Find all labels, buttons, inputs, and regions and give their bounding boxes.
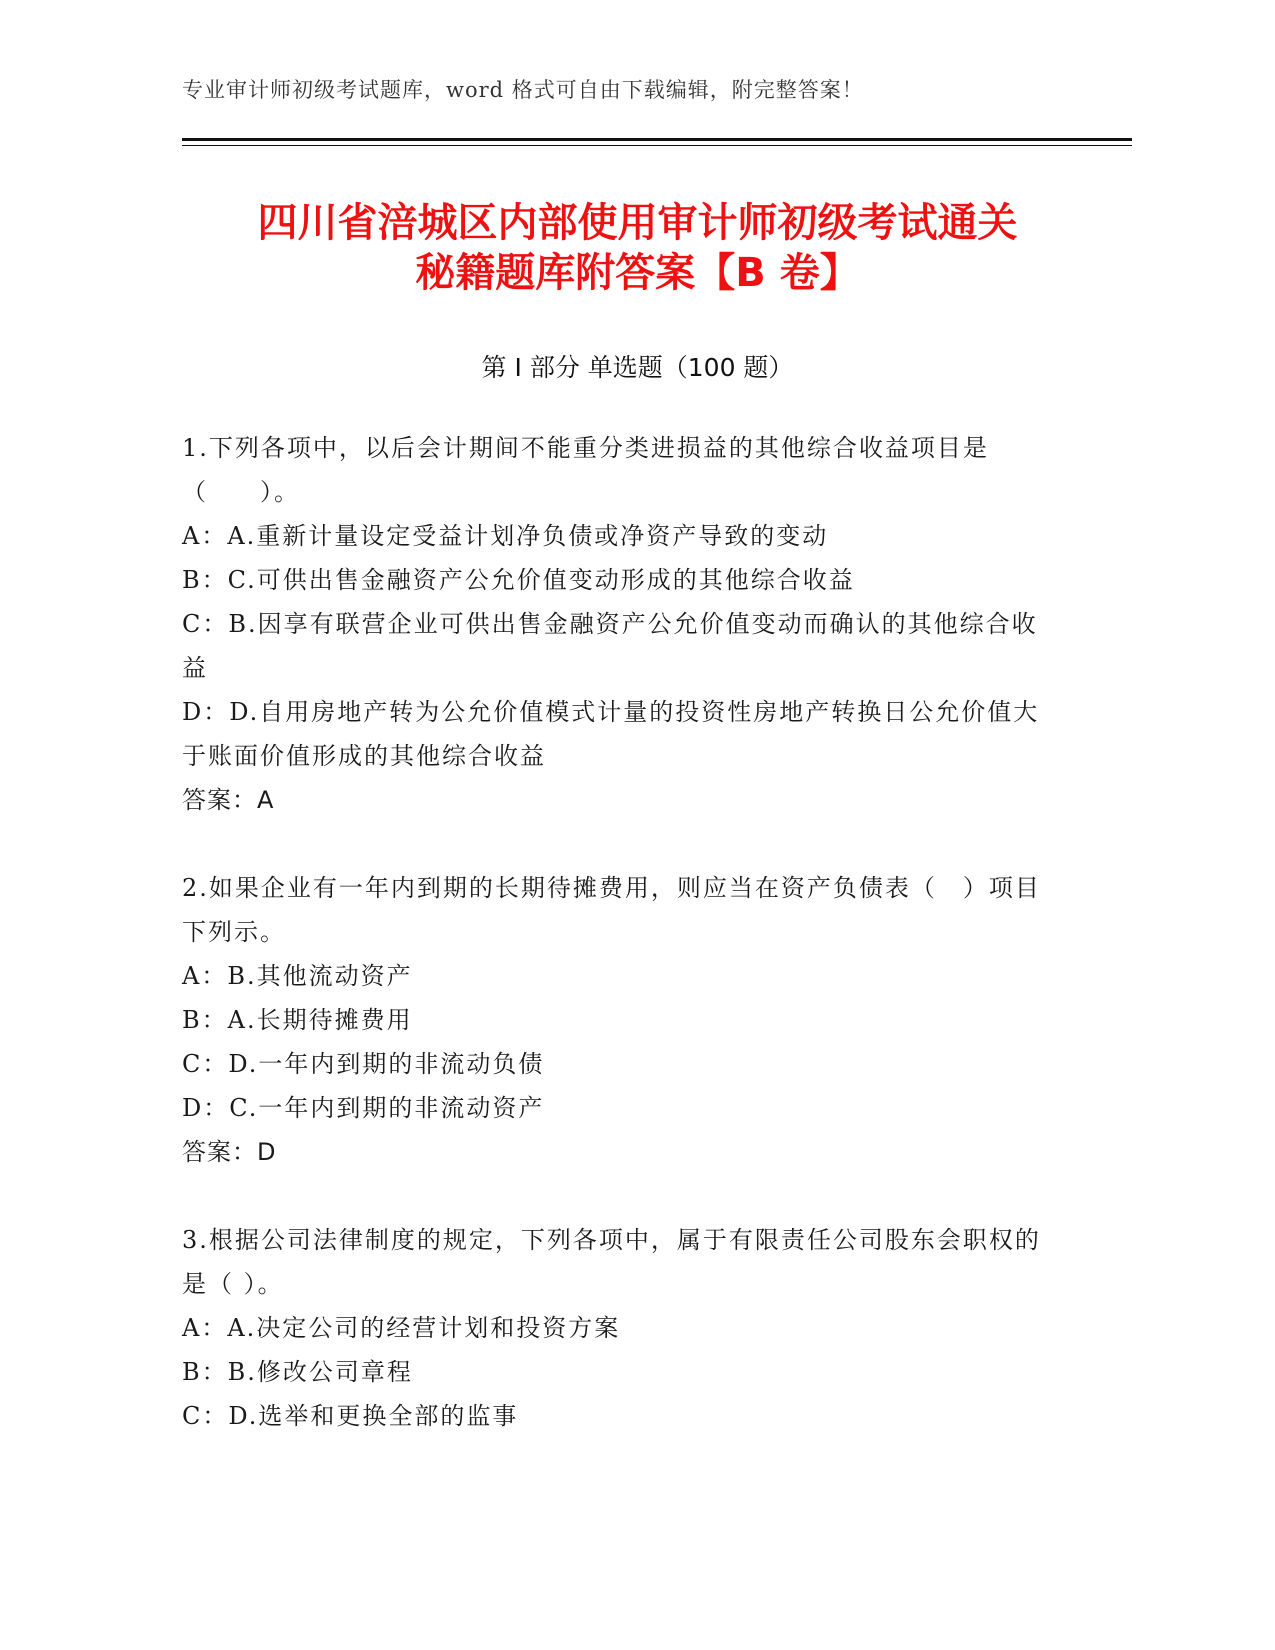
header-rule-thick [182,138,1132,141]
option-a: A：A.决定公司的经营计划和投资方案 [182,1314,621,1342]
question-stem: 1.下列各项中，以后会计期间不能重分类进损益的其他综合收益项目是（ ）。 [182,434,989,506]
section-heading: 第 I 部分 单选题（100 题） [481,353,794,382]
question-3 [182,1218,1062,1438]
option-c: C：D.一年内到期的非流动负债 [182,1050,545,1078]
title-line-1: 四川省涪城区内部使用审计师初级考试通关 [257,200,1018,246]
answer: 答案：A [182,786,275,814]
question-stem: 3.根据公司法律制度的规定，下列各项中，属于有限责任公司股东会职权的是（ ）。 [182,1226,1041,1298]
option-b: B：A.长期待摊费用 [182,1006,413,1034]
question-stem: 2.如果企业有一年内到期的长期待摊费用，则应当在资产负债表（ ）项目下列示。 [182,874,1041,946]
answer: 答案：D [182,1138,277,1166]
option-a: A：B.其他流动资产 [182,962,413,990]
option-d: D：D.自用房地产转为公允价值模式计量的投资性房地产转换日公允价值大于账面价值形成的其他综合收益 [182,698,1040,770]
document-title [120,198,1155,298]
option-c: C：D.选举和更换全部的监事 [182,1402,519,1430]
option-b: B：B.修改公司章程 [182,1358,413,1386]
option-c: C：B.因享有联营企业可供出售金融资产公允价值变动而确认的其他综合收益 [182,610,1038,682]
option-b: B：C.可供出售金融资产公允价值变动形成的其他综合收益 [182,566,855,594]
header-note: 专业审计师初级考试题库，word 格式可自由下载编辑，附完整答案！ [182,78,864,102]
header-rule-thin [182,145,1132,146]
question-2 [182,866,1062,1174]
title-line-2: 秘籍题库附答案【B 卷】 [415,250,860,296]
question-list [182,426,1062,1482]
option-d: D：C.一年内到期的非流动资产 [182,1094,545,1122]
option-a: A：A.重新计量设定受益计划净负债或净资产导致的变动 [182,522,829,550]
question-1 [182,426,1062,822]
